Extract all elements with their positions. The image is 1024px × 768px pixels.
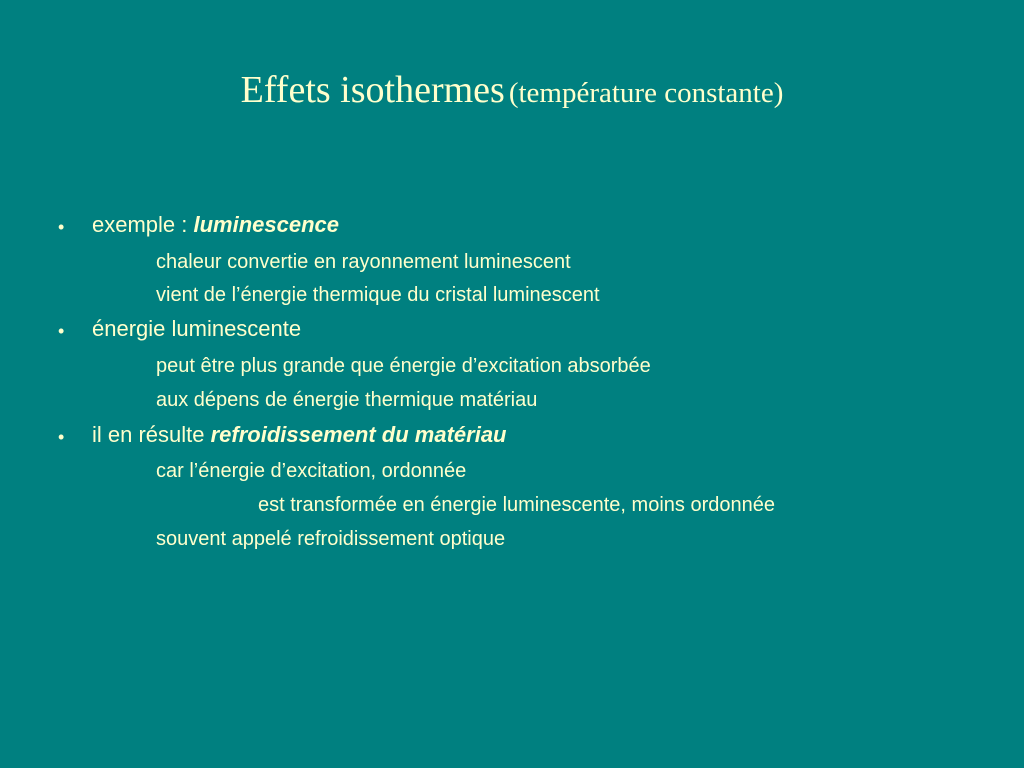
bullet-text: il en résulte [92,422,211,447]
bullet-icon: • [58,321,65,341]
bullet-item-exemple [92,214,339,236]
bullet-icon: • [58,217,65,237]
bullet-icon: • [58,427,65,447]
detail-line-indented: est transformée en énergie luminescente, moins ordonnée [258,494,775,516]
detail-line: aux dépens de énergie thermique matériau [156,389,538,411]
detail-line: peut être plus grande que énergie d’excitation absorbée [156,355,651,377]
bullet-item-energie [92,318,301,340]
detail-line: souvent appelé refroidissement optique [156,528,506,550]
detail-line: car l’énergie d’excitation, ordonnée [156,460,467,482]
bullet-emphasis: refroidissement du matériau [210,422,507,447]
detail-line: vient de l’énergie thermique du cristal luminescent [156,284,600,306]
bullet-emphasis: luminescence [193,212,340,237]
title-subtitle: (température constante) [508,77,784,109]
bullet-text: exemple : [92,212,194,237]
bullet-item-resulte [92,424,507,446]
bullet-text: énergie luminescente [92,316,302,341]
title-main: Effets isothermes [240,69,505,111]
detail-line: chaleur convertie en rayonnement luminescent [156,251,571,273]
